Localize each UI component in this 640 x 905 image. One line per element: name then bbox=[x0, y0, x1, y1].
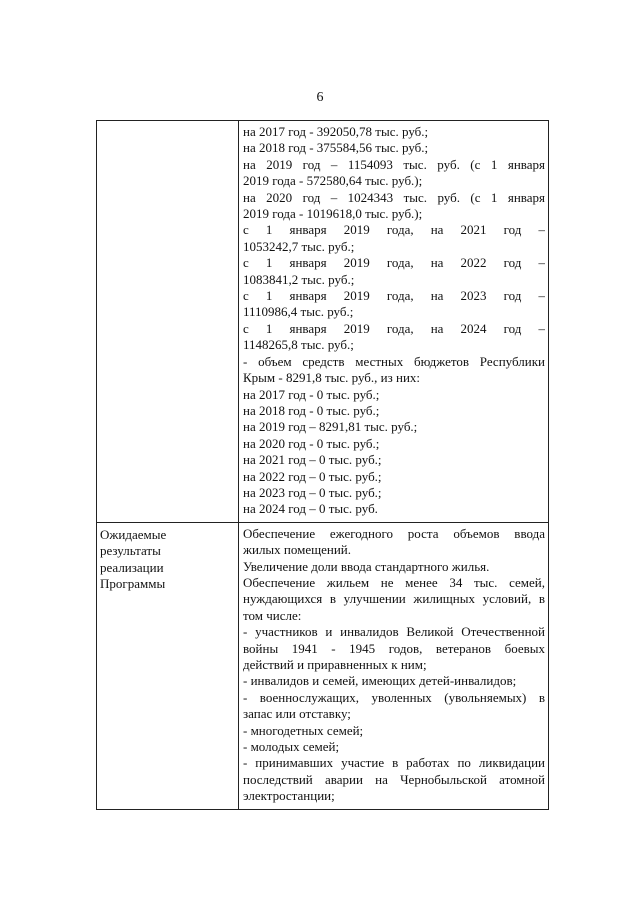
funding-text-line: на 2017 год - 0 тыс. руб.; bbox=[243, 386, 380, 402]
results-label bbox=[97, 523, 238, 597]
results-label-line: Программы bbox=[100, 575, 166, 591]
results-text-cell bbox=[239, 522, 549, 809]
funding-text-line: 1053242,7 тыс. руб.; bbox=[243, 238, 355, 254]
funding-text-line: на 2018 год - 375584,56 тыс. руб.; bbox=[243, 140, 429, 156]
results-label-line: результаты bbox=[100, 543, 161, 559]
funding-text-line: на 2019 год – 1154093 тыс. руб. (с 1 января bbox=[243, 156, 545, 172]
funding-row bbox=[97, 121, 549, 523]
results-text-line: последствий аварии на Чернобыльской атомной bbox=[243, 771, 545, 787]
funding-text-line: на 2023 год – 0 тыс. руб.; bbox=[243, 484, 382, 500]
funding-text-cell bbox=[239, 121, 549, 523]
funding-text-line: с 1 января 2019 года, на 2024 год – bbox=[243, 320, 545, 336]
funding-text-line: на 2018 год - 0 тыс. руб.; bbox=[243, 402, 380, 418]
page-number: 6 bbox=[316, 90, 324, 105]
funding-text-line: на 2024 год – 0 тыс. руб. bbox=[243, 501, 378, 517]
funding-text-line: 1083841,2 тыс. руб.; bbox=[243, 271, 355, 287]
results-text-line: Обеспечение жильем не менее 34 тыс. семей, bbox=[243, 574, 545, 590]
funding-text-line: на 2022 год – 0 тыс. руб.; bbox=[243, 468, 382, 484]
results-text-line: запас или отставку; bbox=[243, 706, 351, 722]
results-text-line: - молодых семей; bbox=[243, 739, 340, 755]
results-text bbox=[239, 523, 548, 809]
funding-text-line: 1110986,4 тыс. руб.; bbox=[243, 304, 354, 320]
program-passport-table bbox=[96, 120, 549, 810]
funding-text-line: с 1 января 2019 года, на 2021 год – bbox=[243, 222, 545, 238]
results-label-line: Ожидаемые bbox=[100, 526, 167, 542]
results-text-line: - военнослужащих, уволенных (увольняемых) в bbox=[243, 689, 545, 705]
funding-label bbox=[97, 121, 238, 129]
results-label-cell bbox=[97, 522, 239, 809]
results-text-line: нуждающихся в улучшении жилищных условий, в bbox=[243, 591, 545, 607]
results-text-line: электростанции; bbox=[243, 788, 335, 804]
funding-text-line: - объем средств местных бюджетов Республики bbox=[243, 353, 545, 369]
funding-label-cell bbox=[97, 121, 239, 523]
results-text-line: Обеспечение ежегодного роста объемов ввода bbox=[243, 525, 545, 541]
results-label-line: реализации bbox=[100, 559, 164, 575]
funding-text-line: на 2020 год – 1024343 тыс. руб. (с 1 января bbox=[243, 189, 545, 205]
funding-text-line: на 2019 год – 8291,81 тыс. руб.; bbox=[243, 419, 418, 435]
results-row bbox=[97, 522, 549, 809]
results-text-line: Увеличение доли ввода стандартного жилья. bbox=[243, 558, 490, 574]
funding-text-line: на 2021 год – 0 тыс. руб.; bbox=[243, 452, 382, 468]
results-text-line: - инвалидов и семей, имеющих детей-инвалидов; bbox=[243, 673, 517, 689]
results-text-line: - принимавших участие в работах по ликвидации bbox=[243, 755, 545, 771]
results-text-line: том числе: bbox=[243, 607, 302, 623]
funding-text-line: с 1 января 2019 года, на 2022 год – bbox=[243, 255, 545, 271]
results-text-line: действий и приравненных к ним; bbox=[243, 657, 427, 672]
funding-text-line: на 2017 год - 392050,78 тыс. руб.; bbox=[243, 124, 429, 139]
funding-text-line: 2019 года - 1019618,0 тыс. руб.); bbox=[243, 206, 423, 222]
funding-text-line: 2019 года - 572580,64 тыс. руб.); bbox=[243, 173, 423, 189]
funding-text-line: на 2020 год - 0 тыс. руб.; bbox=[243, 435, 380, 451]
results-text-line: войны 1941 - 1945 годов, ветеранов боевых bbox=[243, 640, 545, 656]
funding-text-line: Крым - 8291,8 тыс. руб., из них: bbox=[243, 370, 421, 386]
funding-text-line: 1148265,8 тыс. руб.; bbox=[243, 337, 354, 353]
results-text-line: - многодетных семей; bbox=[243, 722, 364, 738]
results-text-line: - участников и инвалидов Великой Отечественной bbox=[243, 624, 545, 640]
funding-text bbox=[239, 121, 548, 522]
results-text-line: жилых помещений. bbox=[243, 542, 352, 558]
funding-text-line: с 1 января 2019 года, на 2023 год – bbox=[243, 288, 545, 304]
